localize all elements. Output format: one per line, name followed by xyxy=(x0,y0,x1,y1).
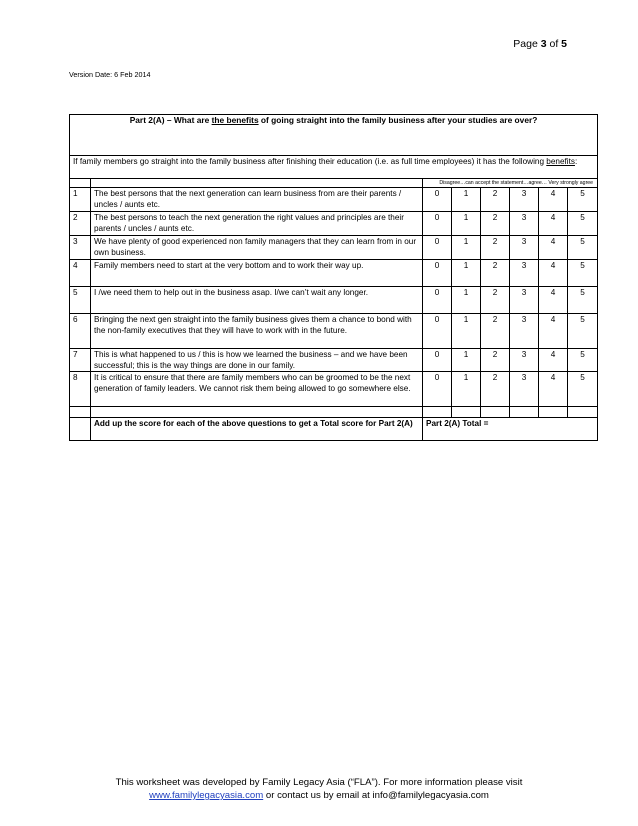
score-option-0[interactable]: 0 xyxy=(423,349,452,372)
question-number: 7 xyxy=(70,349,91,372)
question-text: It is critical to ensure that there are family members who can be groomed to be the next generation of family leaders. We cannot risk them being allowed to go somewhere else. xyxy=(91,372,423,407)
footer-contact: or contact us by email at info@familylegacyasia.com xyxy=(263,790,489,801)
score-option-3[interactable]: 3 xyxy=(510,212,539,236)
title-underlined: the benefits xyxy=(211,115,259,125)
blank-cell xyxy=(423,407,452,418)
score-option-1[interactable]: 1 xyxy=(452,349,481,372)
score-option-2[interactable]: 2 xyxy=(481,349,510,372)
scale-empty xyxy=(70,179,91,188)
question-row xyxy=(70,188,598,212)
scale-label: Disagree…can accept the statement…agree… Very strongly agree xyxy=(423,179,598,188)
score-option-5[interactable]: 5 xyxy=(568,236,598,260)
score-option-4[interactable]: 4 xyxy=(539,372,568,407)
score-option-2[interactable]: 2 xyxy=(481,260,510,287)
blank-cell xyxy=(452,407,481,418)
page-total: 5 xyxy=(561,38,567,50)
score-option-1[interactable]: 1 xyxy=(452,212,481,236)
page-prefix: Page xyxy=(513,38,541,50)
title-text: Part 2(A) – What are xyxy=(129,115,212,125)
version-date: Version Date: 6 Feb 2014 xyxy=(69,70,151,79)
score-option-3[interactable]: 3 xyxy=(510,349,539,372)
blank-cell xyxy=(510,407,539,418)
scale-empty xyxy=(91,179,423,188)
question-number: 4 xyxy=(70,260,91,287)
question-row xyxy=(70,236,598,260)
score-option-2[interactable]: 2 xyxy=(481,236,510,260)
score-option-3[interactable]: 3 xyxy=(510,236,539,260)
score-option-0[interactable]: 0 xyxy=(423,314,452,349)
score-option-4[interactable]: 4 xyxy=(539,260,568,287)
page-of: of xyxy=(546,38,562,50)
blank-cell xyxy=(539,407,568,418)
question-text: The best persons that the next generation can learn business from are their parents / uncles / aunts etc. xyxy=(91,188,423,212)
intro-text xyxy=(70,156,598,179)
blank-row xyxy=(70,407,598,418)
question-text: This is what happened to us / this is how we learned the business – and we have been successful; this is the way things are done in our family. xyxy=(91,349,423,372)
score-option-3[interactable]: 3 xyxy=(510,188,539,212)
score-option-4[interactable]: 4 xyxy=(539,236,568,260)
question-row xyxy=(70,287,598,314)
score-option-1[interactable]: 1 xyxy=(452,260,481,287)
question-number: 2 xyxy=(70,212,91,236)
question-text: I /we need them to help out in the business asap. I/we can’t wait any longer. xyxy=(91,287,423,314)
question-number: 1 xyxy=(70,188,91,212)
score-option-3[interactable]: 3 xyxy=(510,314,539,349)
score-option-0[interactable]: 0 xyxy=(423,212,452,236)
blank-cell xyxy=(568,407,598,418)
section-title xyxy=(70,115,598,156)
score-option-2[interactable]: 2 xyxy=(481,287,510,314)
question-row xyxy=(70,349,598,372)
score-option-0[interactable]: 0 xyxy=(423,372,452,407)
score-option-5[interactable]: 5 xyxy=(568,188,598,212)
score-option-5[interactable]: 5 xyxy=(568,212,598,236)
score-option-5[interactable]: 5 xyxy=(568,314,598,349)
score-option-0[interactable]: 0 xyxy=(423,188,452,212)
score-option-0[interactable]: 0 xyxy=(423,260,452,287)
worksheet-table xyxy=(69,114,598,441)
total-instruction: Add up the score for each of the above questions to get a Total score for Part 2(A) xyxy=(91,418,423,441)
question-row xyxy=(70,314,598,349)
total-empty xyxy=(70,418,91,441)
footer xyxy=(0,776,638,802)
blank-cell xyxy=(70,407,91,418)
score-option-5[interactable]: 5 xyxy=(568,287,598,314)
blank-cell xyxy=(91,407,423,418)
score-option-4[interactable]: 4 xyxy=(539,212,568,236)
total-row xyxy=(70,418,598,441)
score-option-1[interactable]: 1 xyxy=(452,188,481,212)
page-current: 3 xyxy=(540,38,547,50)
score-option-0[interactable]: 0 xyxy=(423,236,452,260)
score-option-1[interactable]: 1 xyxy=(452,236,481,260)
website-link[interactable]: www.familylegacyasia.com xyxy=(149,790,264,801)
score-option-3[interactable]: 3 xyxy=(510,287,539,314)
question-row xyxy=(70,372,598,407)
question-text: We have plenty of good experienced non family managers that they can learn from in our own business. xyxy=(91,236,423,260)
score-option-4[interactable]: 4 xyxy=(539,287,568,314)
question-row xyxy=(70,260,598,287)
score-option-5[interactable]: 5 xyxy=(568,372,598,407)
score-option-3[interactable]: 3 xyxy=(510,372,539,407)
score-option-0[interactable]: 0 xyxy=(423,287,452,314)
question-row xyxy=(70,212,598,236)
intro-underlined: benefits xyxy=(546,157,575,166)
score-option-2[interactable]: 2 xyxy=(481,372,510,407)
score-option-4[interactable]: 4 xyxy=(539,314,568,349)
footer-line2 xyxy=(0,789,638,802)
intro-text-end: : xyxy=(574,157,578,166)
intro-text-start: If family members go straight into the family business after finishing their education (i.e. as full time employees) it has the following xyxy=(73,157,547,166)
score-option-1[interactable]: 1 xyxy=(452,287,481,314)
question-text: The best persons to teach the next generation the right values and principles are their parents / uncles / aunts etc. xyxy=(91,212,423,236)
score-option-2[interactable]: 2 xyxy=(481,188,510,212)
question-number: 5 xyxy=(70,287,91,314)
footer-line1: This worksheet was developed by Family Legacy Asia (“FLA”). For more information please visit xyxy=(115,777,523,788)
score-option-2[interactable]: 2 xyxy=(481,314,510,349)
question-number: 3 xyxy=(70,236,91,260)
score-option-4[interactable]: 4 xyxy=(539,349,568,372)
blank-cell xyxy=(481,407,510,418)
question-text: Bringing the next gen straight into the family business gives them a chance to bond with the non-family executives that they will have to work with in the future. xyxy=(91,314,423,349)
title-text-end: of going straight into the family business after your studies are over? xyxy=(258,115,538,125)
score-option-3[interactable]: 3 xyxy=(510,260,539,287)
score-option-1[interactable]: 1 xyxy=(452,372,481,407)
question-number: 6 xyxy=(70,314,91,349)
score-option-1[interactable]: 1 xyxy=(452,314,481,349)
total-field[interactable]: Part 2(A) Total = xyxy=(423,418,598,441)
score-option-5[interactable]: 5 xyxy=(568,260,598,287)
page-number xyxy=(513,38,567,50)
question-number: 8 xyxy=(70,372,91,407)
score-option-2[interactable]: 2 xyxy=(481,212,510,236)
score-option-5[interactable]: 5 xyxy=(568,349,598,372)
question-text: Family members need to start at the very bottom and to work their way up. xyxy=(91,260,423,287)
score-option-4[interactable]: 4 xyxy=(539,188,568,212)
